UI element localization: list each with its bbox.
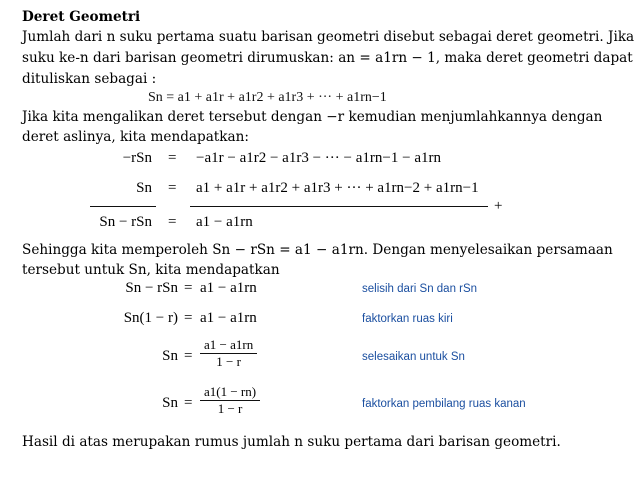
para2-line-1: Jika kita mengalikan deret tersebut dengan −r kemudian menjumlahkannya dengan <box>22 109 603 125</box>
block2-r4-denominator: 1 − r <box>217 401 243 416</box>
closing-sentence: Hasil di atas merupakan rumus jumlah n suku pertama dari barisan geometri. <box>22 434 561 450</box>
intro-line-2: suku ke-n dari barisan geometri dirumuskan: an = a1rn − 1, maka deret geometri dapat <box>22 50 633 66</box>
block2-r1-note: selisih dari Sn dan rSn <box>362 283 478 295</box>
block1-row2-rhs: a1 + a1r + a1r2 + a1r3 + ··· + a1rn−2 + a1rn−1 <box>196 180 479 196</box>
block1-row3-rhs: a1 − a1rn <box>196 214 253 230</box>
para2-line-2: deret aslinya, kita mendapatkan: <box>22 129 249 145</box>
block2-r2-note: faktorkan ruas kiri <box>362 313 453 325</box>
block2-r3-fraction <box>200 337 257 370</box>
block1-row2-eq: = <box>168 180 177 196</box>
block1-rhs-rule <box>190 206 488 207</box>
equation-block-1 <box>90 150 510 240</box>
block1-row3-lhs: Sn − rSn <box>99 214 152 230</box>
block1-row2-lhs: Sn <box>136 180 152 196</box>
block2-r3-eq: = <box>184 348 193 364</box>
block2-r3-denominator: 1 − r <box>216 354 241 369</box>
block2-r1-rhs: a1 − a1rn <box>200 280 257 296</box>
sum-equation: Sn = a1 + a1r + a1r2 + a1r3 + ··· + a1rn−1 <box>148 90 387 105</box>
para3-line-1: Sehingga kita memperoleh Sn − rSn = a1 − a1rn. Dengan menyelesaikan persamaan <box>22 242 613 258</box>
block1-lhs-rule <box>90 206 156 207</box>
block1-row1-lhs: −rSn <box>122 150 152 166</box>
block2-r1-eq: = <box>184 280 193 296</box>
block2-r1-lhs: Sn − rSn <box>125 280 178 296</box>
block1-row1-eq: = <box>168 150 177 166</box>
block1-row1-rhs: −a1r − a1r2 − a1r3 − ··· − a1rn−1 − a1rn <box>196 150 441 166</box>
page-title: Deret Geometri <box>22 9 141 25</box>
block2-r4-lhs: Sn <box>162 395 178 411</box>
para3-line-2: tersebut untuk Sn, kita mendapatkan <box>22 262 280 278</box>
block2-r4-eq: = <box>184 395 193 411</box>
block2-r3-lhs: Sn <box>162 348 178 364</box>
block2-r3-note: selesaikan untuk Sn <box>362 351 465 363</box>
intro-line-1: Jumlah dari n suku pertama suatu barisan geometri disebut sebagai deret geometri. Jika <box>22 29 635 45</box>
block2-r2-lhs: Sn(1 − r) <box>123 310 178 326</box>
block2-r3-numerator: a1 − a1rn <box>200 337 257 354</box>
intro-line-3: dituliskan sebagai : <box>22 71 157 87</box>
block1-plus: + <box>494 198 503 214</box>
block2-r4-note: faktorkan pembilang ruas kanan <box>362 398 526 410</box>
block2-r4-numerator: a1(1 − rn) <box>200 384 260 401</box>
block2-r2-rhs: a1 − a1rn <box>200 310 257 326</box>
block2-r2-eq: = <box>184 310 193 326</box>
equation-block-2 <box>100 280 550 425</box>
block1-row3-eq: = <box>168 214 177 230</box>
block2-r4-fraction <box>200 384 260 417</box>
